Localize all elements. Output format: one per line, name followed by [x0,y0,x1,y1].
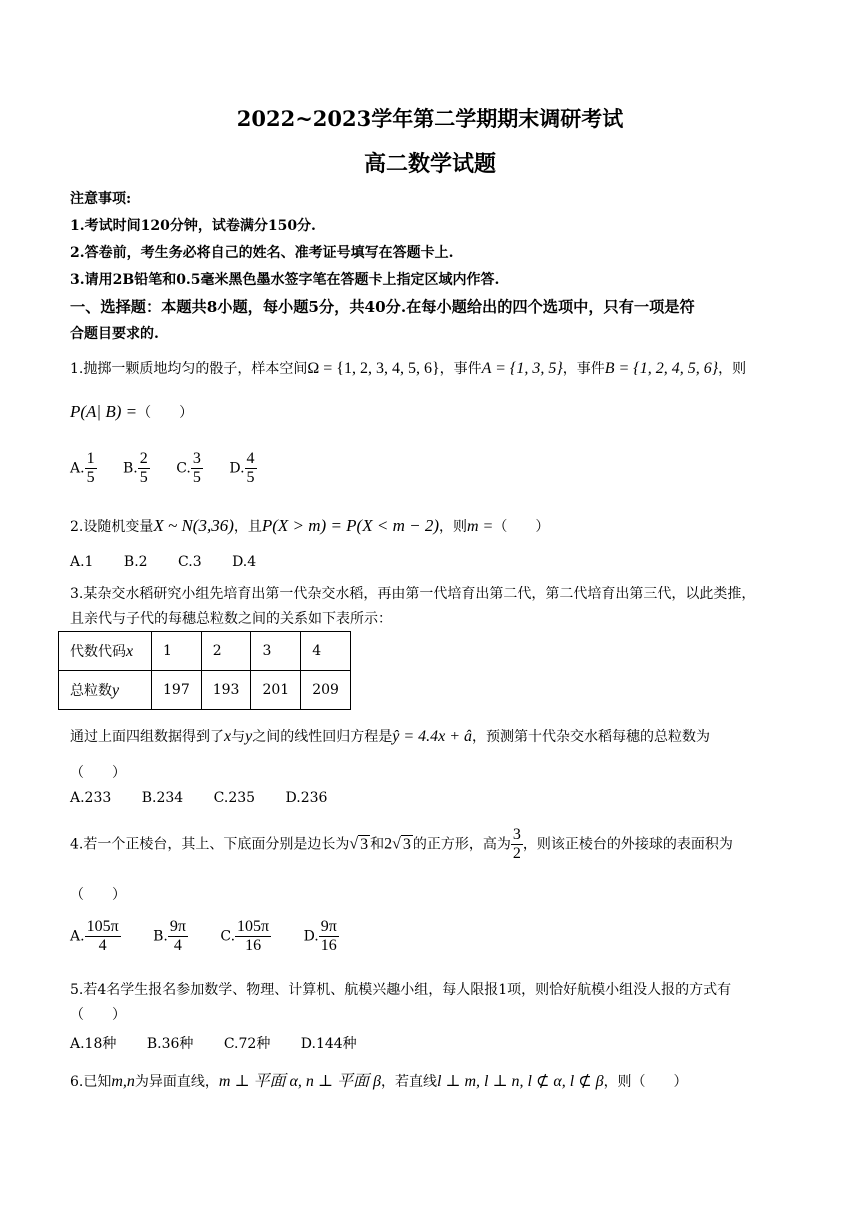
table-cell: 1 [152,632,202,671]
question-4: 4.若一个正棱台，其上、下底面分别是边长为√ 3 和2√ 3 的正方形，高为 $\frac{3}{2}$ ，则该正棱台的外接球的表面积为 [70,826,733,862]
option-b[interactable]: B.234 [141,790,184,806]
option-c[interactable]: C. $\frac{3}{5}$ [176,450,201,486]
option-c[interactable]: C.3 [178,554,202,570]
option-c[interactable]: C.72种 [223,1036,271,1052]
option-d[interactable]: D. $\frac{4}{5}$ [229,450,255,486]
table-cell: 2 [201,632,251,671]
option-a[interactable]: A.1 [70,554,94,570]
line-conditions: l ⊥ m, l ⊥ n, l ⊄ α, l ⊄ β [436,1073,604,1090]
question-2: 2.设随机变量X ~ N(3,36)，且P(X > m) = P(X < m − 2)，则m =（ ） [70,516,550,535]
perpendicular-conditions: m ⊥ 平面 α, n ⊥ 平面 β [218,1073,381,1090]
question-3: 3.某杂交水稻研究小组先培育出第一代杂交水稻，再由第一代培育出第二代，第二代培育出第三代，以此类推， [70,586,756,602]
table-header-cell: 代数代码x [59,632,152,671]
question-4-options [70,918,367,955]
question-1-expr: P(A| B) =（ ） [70,402,194,421]
option-a[interactable]: A. $\frac{1}{5}$ [70,450,95,486]
table-cell: 3 [251,632,301,671]
section-heading-cont: 合题目要求的. [70,326,159,342]
table-cell: 209 [301,671,351,710]
table-cell: 193 [201,671,251,710]
question-4-paren: （ ） [70,887,126,903]
option-b[interactable]: B.2 [123,554,148,570]
question-1-options [70,450,279,487]
probability-eq: P(X > m) = P(X < m − 2) [261,516,439,535]
regression-equation: ŷ = 4.4x + â [392,728,473,745]
table-row [59,671,351,710]
exam-title: 2022~2023学年第二学期期末调研考试 [236,106,624,131]
option-d[interactable]: D.144种 [300,1036,357,1052]
question-3-options [70,790,353,806]
table-row [59,632,351,671]
option-a[interactable]: A.18种 [70,1036,117,1052]
question-5: 5.若4名学生报名参加数学、物理、计算机、航模兴趣小组，每人限报1项，则恰好航模小组没人报的方式有 [70,982,732,998]
question-3-regression: 通过上面四组数据得到了x与y之间的线性回归方程是ŷ = 4.4x + â，预测第十代杂交水稻每穗的总粒数为 [70,728,711,745]
question-2-options [70,554,282,570]
event-b: B = {1, 2, 4, 5, 6} [604,360,719,377]
question-3-cont: 且亲代与子代的每穗总粒数之间的关系如下表所示： [70,611,392,627]
question-3-paren: （ ） [70,765,126,781]
distribution: X ~ N(3,36) [153,516,234,535]
table-cell: 197 [152,671,202,710]
question-5-options [70,1033,383,1053]
sample-space: Ω = {1, 2, 3, 4, 5, 6} [307,360,440,377]
option-a[interactable]: A.233 [70,790,112,806]
option-c[interactable]: C. $\frac{105\pi}{16}$ [220,918,270,954]
question-1: 1.抛掷一颗质地均匀的骰子，样本空间Ω = {1, 2, 3, 4, 5, 6}，事件A = {1, 3, 5}，事件B = {1, 2, 4, 5, 6}，则 [70,360,747,377]
note-item: 1.考试时间120分钟，试卷满分150分. [70,218,316,234]
notes-heading: 注意事项: [70,191,132,207]
option-c[interactable]: C.235 [213,790,256,806]
note-item: 2.答卷前，考生务必将自己的姓名、准考证号填写在答题卡上. [70,245,454,261]
option-b[interactable]: B. $\frac{2}{5}$ [123,450,148,486]
option-d[interactable]: D. $\frac{9\pi}{16}$ [303,918,337,954]
table-cell: 4 [301,632,351,671]
section-heading: 一、选择题：本题共8小题，每小题5分，共40分.在每小题给出的四个选项中，只有一项是符 [70,298,695,316]
option-b[interactable]: B. $\frac{9\pi}{4}$ [153,918,186,954]
table-header-cell: 总粒数y [59,671,152,710]
exam-subtitle: 高二数学试题 [363,151,496,177]
table-cell: 201 [251,671,301,710]
option-d[interactable]: D.4 [232,554,257,570]
event-a: A = {1, 3, 5} [481,360,563,377]
option-d[interactable]: D.236 [285,790,328,806]
option-b[interactable]: B.36种 [146,1036,194,1052]
note-item: 3.请用2B铅笔和0.5毫米黑色墨水签字笔在答题卡上指定区域内作答. [70,272,500,288]
question-6: 6.已知m,n为异面直线，m ⊥ 平面 α, n ⊥ 平面 β，若直线l ⊥ m, l ⊥ n, l ⊄ α, l ⊄ β，则（ ） [70,1073,688,1090]
data-table [58,631,351,710]
option-a[interactable]: A. $\frac{105\pi}{4}$ [70,918,119,954]
question-5-paren: （ ） [70,1007,126,1023]
